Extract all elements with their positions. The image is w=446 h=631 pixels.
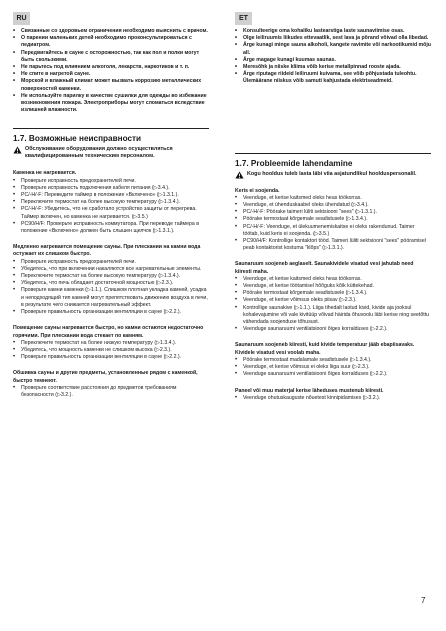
list-item: • О парении маленьких детей необходимо проконсультироваться с педиатром. xyxy=(13,35,209,49)
list-item: • Kontrollige saunakive (▷1.1.). Liiga tihedalt laotud kivid, kivide aja jooksul kohalevajumine või vale kivitüüp võivad häirida õhuvoolu läbi kerise ning seetõttu vähendada soojenduse tõhusust. xyxy=(235,305,431,327)
list-item: • Veenduge, et kerise kaitsmed oleks heas töökorras. xyxy=(235,276,431,283)
list-item: • Veenduge, et ühenduskaabel oleks ühendatud (▷3.4.). xyxy=(235,202,431,209)
problem-list xyxy=(235,357,431,379)
section-title: 1.7. Возможные неисправности xyxy=(13,134,142,144)
list-item: • Ärge magage kunagi kuumas saunas. xyxy=(235,57,431,64)
problem-list xyxy=(13,178,209,236)
problem-title: Keris ei soojenda. xyxy=(235,187,280,194)
list-item: • PC90/H/F: Kontrollige kontaktori tööd. Taimeri lüliti sektsiooni "sees" pööramisel peab kontaktorist kostuma "klõps" (▷1.3.1.). xyxy=(235,238,431,252)
list-item: • Проверьте правильность организации вентиляции в сауне (▷2.2.). xyxy=(13,354,209,361)
list-item: • Не спите в нагретой сауне. xyxy=(13,71,209,78)
warning-text: Обслуживание оборудования должно осуществляться квалифицированным техническим персоналом. xyxy=(25,146,173,160)
warning-text: Kogu hooldus tuleb lasta läbi viia asjatundlikul hoolduspersonalil. xyxy=(247,170,417,177)
list-item: • Убедитесь, что при включении накаляются все нагревательные элементы. xyxy=(13,266,209,273)
problem-title: Помещение сауны нагревается быстро, но камни остаются недостаточно горячими. При плескании вода стекает по камням. xyxy=(13,325,204,339)
list-item: • Konsulteerige oma kohaliku lastearstiga laste saunaviimise osas. xyxy=(235,28,431,35)
list-item: • Проверьте исправность подключения кабеля питания (▷3.4.). xyxy=(13,185,209,192)
list-item: • Проверьте камни каменки (▷1.1.). Слишком плотная укладка камней, усадка и неподходящий тип камней могут препятствовать движению воздуха в печи, в результате чего снижается нагревательный эффект. xyxy=(13,287,209,309)
warning-note xyxy=(13,146,209,160)
problem-title: Каменка не нагревается. xyxy=(13,170,77,177)
list-item: • Переключите термостат на более высокую температуру (▷1.3.4.). xyxy=(13,273,209,280)
list-item: • Veenduge saunaruumi ventilatsiooni õiges korralduses (▷2.2.). xyxy=(235,371,431,378)
list-item: • Meresõhk ja niiske kliima võib kerise metallpinnad rooste ajada. xyxy=(235,64,431,71)
list-item: • Veenduge, et kerise kaitsmed oleks heas töökorras. xyxy=(235,195,431,202)
problem-list xyxy=(235,276,431,334)
list-item: • PC/-H/-F: Переведите таймер в положение «Включено» (▷1.3.1.). xyxy=(13,192,209,199)
problem-title: Медленно нагревается помещение сауны. При плескании на камни вода остужает их слишком быстро. xyxy=(13,244,201,258)
problem-list xyxy=(235,395,431,402)
list-item: • PC90/H/F: Проверьте исправность коммутатора. При переводе таймера в положение «Включено» должен быть слышен щелчок (▷1.3.1.). xyxy=(13,221,209,235)
list-item: • Pöörake termostaat madalamale seadistusele (▷1.3.4.). xyxy=(235,357,431,364)
list-item: • PC/-H/-F: Убедитесь, что не сработало устройство защиты от перегрева. Таймер включен, но каменка не нагревается. (▷3.5.) xyxy=(13,206,209,220)
problem-list xyxy=(13,385,209,399)
list-item: • Не парьтесь под влиянием алкоголя, лекарств, наркотиков и т. п. xyxy=(13,64,209,71)
column-et xyxy=(235,28,431,402)
list-item: • Ärge riputage riideid leiliruumi kuivama, see võib põhjustada tuleohtu. Ülemäärane niiskus võib samuti kahjustada elektriseadmeid. xyxy=(235,71,431,85)
warning-icon xyxy=(13,146,22,154)
list-item: • Передвигайтесь в сауне с осторожностью, так как пол и полки могут быть скользкими. xyxy=(13,50,209,64)
list-item: • Veenduge ohutuskauguste nõuetest kinnipidamises (▷3.2.). xyxy=(235,395,431,402)
language-tag-et: ET xyxy=(235,12,252,25)
problem-title: Paneel või muu materjal kerise läheduses mustenub kiiresti. xyxy=(235,387,384,394)
list-item: • Проверьте правильность организации вентиляции в сауне (▷2.2.). xyxy=(13,309,209,316)
list-item: • Olge leiliruumis liikudes ettevaatlik, sest lava ja põrand võivad olla libedad. xyxy=(235,35,431,42)
list-item: • Pöörake termostaat kõrgemale seadistusele (▷1.3.4.). xyxy=(235,216,431,223)
list-item: • Связанные со здоровьем ограничения необходимо выяснить с врачом. xyxy=(13,28,209,35)
list-item: • Pöörake termostaat kõrgemale seadistusele (▷1.3.4.). xyxy=(235,290,431,297)
problem-list xyxy=(235,195,431,253)
intro-list-ru xyxy=(13,28,209,114)
language-tag-ru: RU xyxy=(13,12,30,25)
list-item: • Проверьте исправность предохранителей печи. xyxy=(13,178,209,185)
list-item: • Ärge kunagi minge sauna alkoholi, kangete ravimite või narkootikumid mõju all. xyxy=(235,42,431,56)
problem-title: Saunaruum soojeneb aeglaselt. Saunakividele visatud vesi jahutab need kiiresti maha. xyxy=(235,261,414,275)
problem-list xyxy=(13,259,209,317)
warning-note xyxy=(235,171,431,178)
list-item: • Veenduge, et kerise võimsus oleks piisav (▷2.3.). xyxy=(235,297,431,304)
list-item: • Переключите термостат на более высокую температуру (▷1.3.4.). xyxy=(13,199,209,206)
page-number: 7 xyxy=(421,596,426,605)
warning-icon xyxy=(235,171,244,179)
list-item: • PC/-H/-F: Veenduge, et ülekuumenemiskaitse ei oleks rakendunud. Taimer töötab, kuid keris ei soojenda. (▷3.5.) xyxy=(235,224,431,238)
problem-list xyxy=(13,340,209,362)
intro-list-et xyxy=(235,28,431,86)
problem-title: Saunaruum soojeneb kiiresti, kuid kivide temperatuur jääb ebapiisavaks. Kividele visatud vesi voolab maha. xyxy=(235,342,415,356)
list-item: • Не используйте парилку в качестве сушилки для одежды во избежание возникновения пожара. Электроприборы могут сломаться вследствие излишней влажности. xyxy=(13,93,209,115)
list-item: • Убедитесь, что печь обладает достаточной мощностью (▷2.3.). xyxy=(13,280,209,287)
problem-title: Обшивка сауны и другие предметы, установленные рядом с каменкой, быстро темнеют. xyxy=(13,370,198,384)
list-item: • Морской и влажный климат может вызвать коррозию металлических поверхностей каменки. xyxy=(13,78,209,92)
list-item: • Veenduge, et kerise töötamisel hõõguks kõik küttekehad. xyxy=(235,283,431,290)
list-item: • Проверьте исправность предохранителей печи. xyxy=(13,259,209,266)
section-heading-ru xyxy=(13,128,209,160)
list-item: • Переключите термостат на более низкую температуру (▷1.3.4.). xyxy=(13,340,209,347)
list-item: • Проверьте соответствие расстояния до предметов требованиям безопасности (▷3.2.). xyxy=(13,385,209,399)
section-heading-et xyxy=(235,153,431,178)
section-title: 1.7. Probleemide lahendamine xyxy=(235,158,353,168)
list-item: • PC/-H/-F: Pöörake taimeri lüliti sektsiooni "sees" (▷1.3.1.). xyxy=(235,209,431,216)
column-ru xyxy=(13,28,209,399)
list-item: • Veenduge, et kerise võimsus ei oleks liiga suur (▷2.3.). xyxy=(235,364,431,371)
list-item: • Убедитесь, что мощность каменки не слишком высока (▷2.3.). xyxy=(13,347,209,354)
list-item: • Veenduge saunaruumi ventilatsiooni õiges korralduses (▷2.2.). xyxy=(235,326,431,333)
